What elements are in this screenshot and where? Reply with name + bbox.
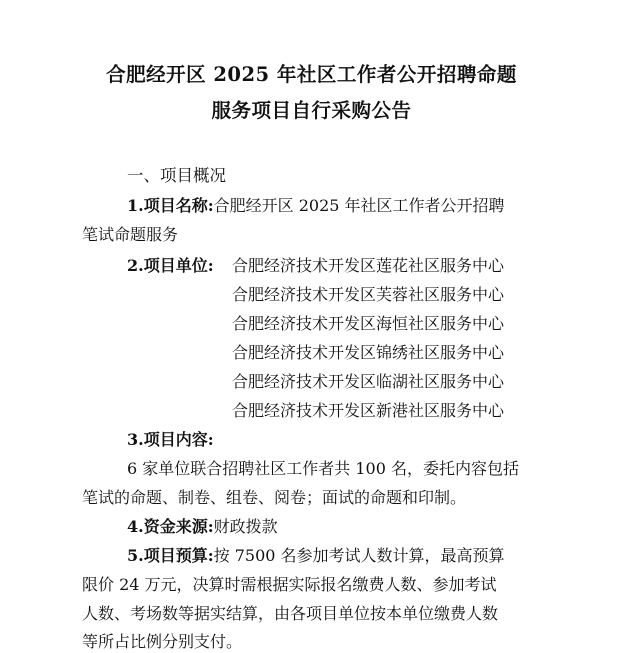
project-unit: 合肥经济技术开发区海恒社区服务中心 bbox=[232, 314, 505, 333]
item-budget-label: 5.项目预算: bbox=[127, 546, 214, 565]
item-budget-line-3: 人数、考场数等据实结算，由各项目单位按本单位缴费人数 bbox=[82, 604, 499, 623]
item-project-units-label: 2.项目单位: bbox=[127, 256, 214, 275]
item-budget-line-2: 限价 24 万元，决算时需根据实际报名缴费人数、参加考试 bbox=[82, 575, 497, 594]
item-project-content-line-1: 6 家单位联合招聘社区工作者共 100 名，委托内容包括 bbox=[127, 459, 519, 478]
item-funding-source-value: 财政拨款 bbox=[213, 517, 278, 536]
item-funding-source bbox=[127, 517, 278, 537]
document-title-line-2: 服务项目自行采购公告 bbox=[211, 99, 412, 122]
section-heading-project-overview: 一、项目概况 bbox=[127, 166, 226, 185]
item-project-name-continued: 笔试命题服务 bbox=[82, 225, 179, 244]
project-unit: 合肥经济技术开发区芙蓉社区服务中心 bbox=[232, 285, 505, 304]
item-budget bbox=[127, 546, 505, 566]
item-project-content-line-2: 笔试的命题、制卷、组卷、阅卷；面试的命题和印制。 bbox=[82, 488, 467, 507]
item-project-content-label: 3.项目内容: bbox=[127, 430, 214, 449]
document-title-line-1: 合肥经开区 2025 年社区工作者公开招聘命题 bbox=[106, 63, 517, 86]
item-budget-line-4: 等所占比例分别支付。 bbox=[82, 632, 243, 651]
project-unit: 合肥经济技术开发区锦绣社区服务中心 bbox=[232, 343, 505, 362]
item-budget-line-1: 按 7500 名参加考试人数计算，最高预算 bbox=[213, 546, 505, 565]
item-funding-source-label: 4.资金来源: bbox=[127, 517, 214, 536]
project-unit: 合肥经济技术开发区临湖社区服务中心 bbox=[232, 372, 505, 391]
item-project-name-label: 1.项目名称: bbox=[127, 196, 214, 215]
project-unit: 合肥经济技术开发区新港社区服务中心 bbox=[232, 401, 505, 420]
item-project-name-value: 合肥经开区 2025 年社区工作者公开招聘 bbox=[213, 196, 505, 215]
item-project-name bbox=[127, 196, 505, 216]
project-unit: 合肥经济技术开发区莲花社区服务中心 bbox=[232, 256, 505, 275]
